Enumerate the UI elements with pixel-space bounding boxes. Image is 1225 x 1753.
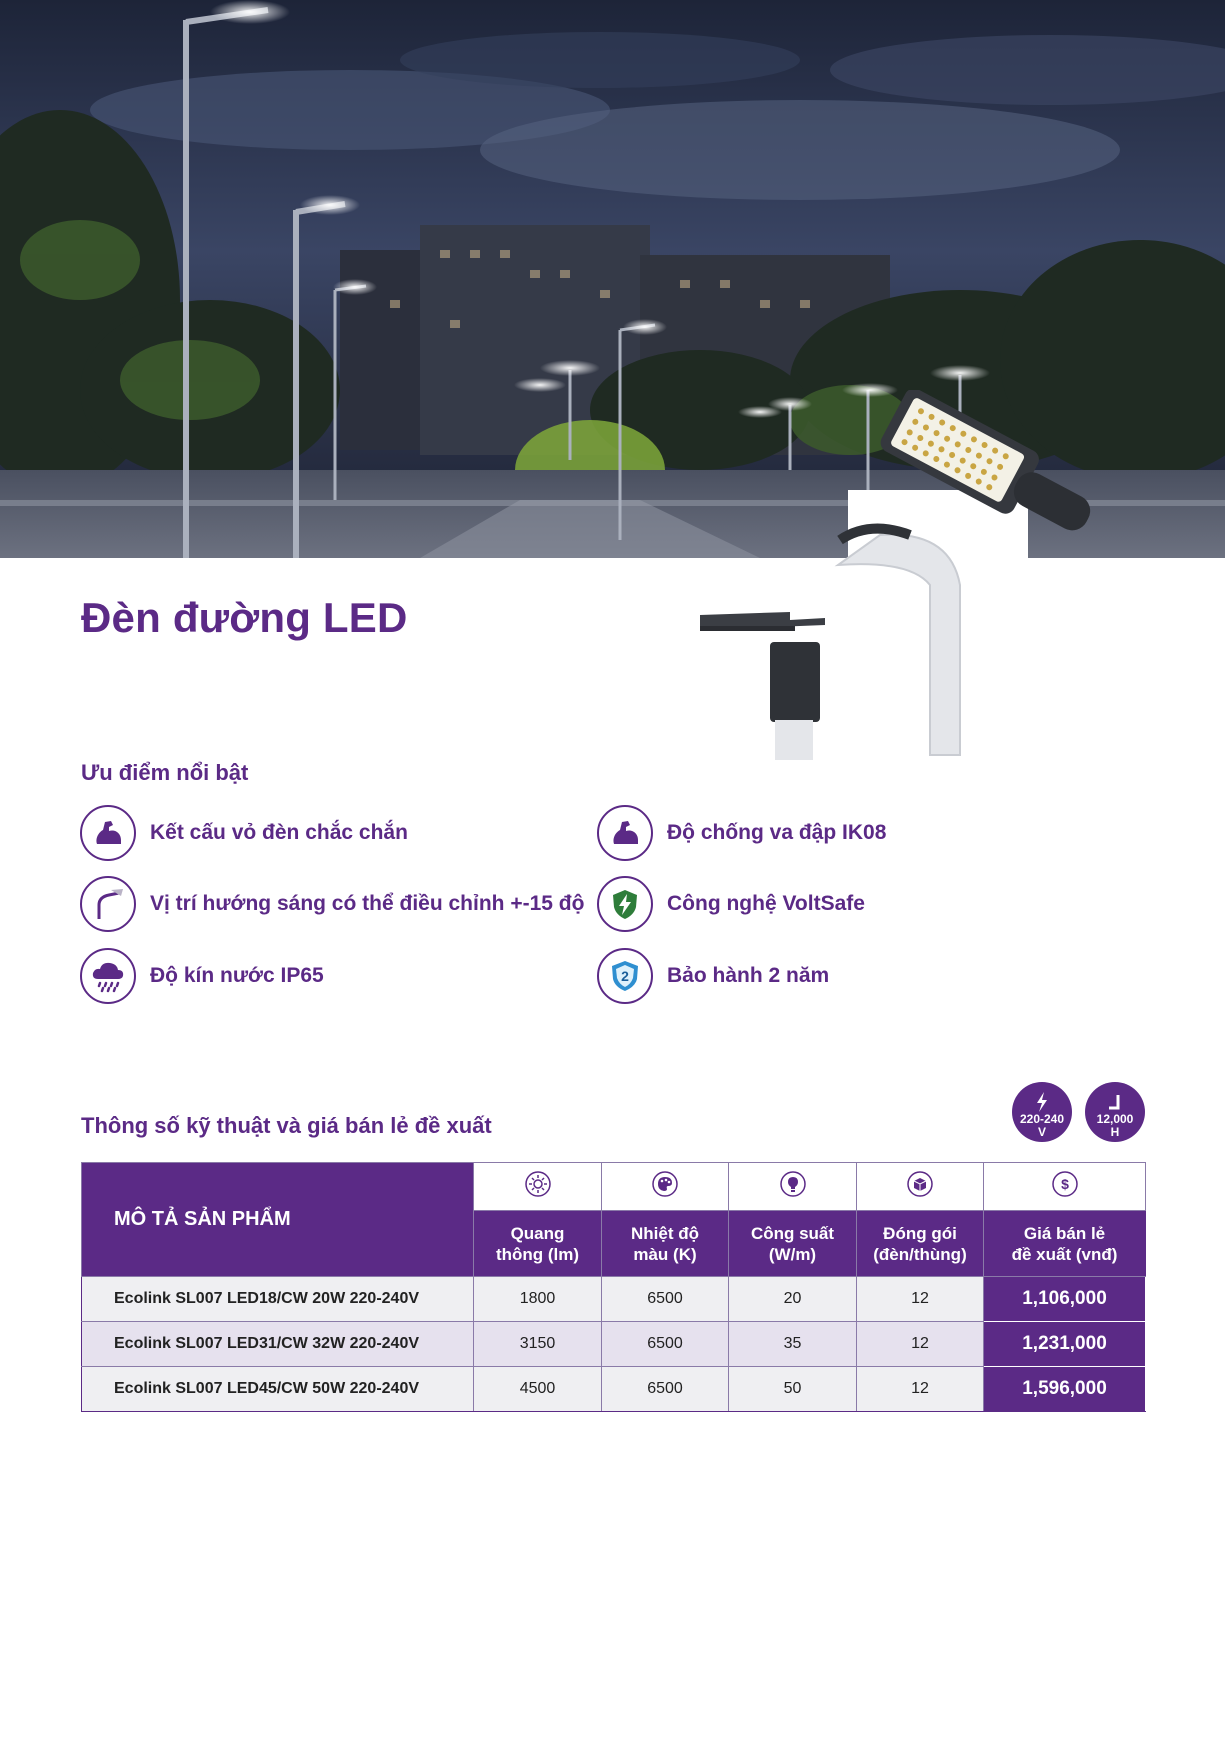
feature-label: Bảo hành 2 năm: [667, 964, 830, 987]
clock-hand-icon: [1106, 1094, 1124, 1112]
product-name: Ecolink SL007 LED31/CW 32W 220-240V: [82, 1322, 474, 1367]
lifetime-unit: H: [1110, 1125, 1120, 1139]
feature-item-structure: [80, 805, 408, 861]
feature-item-adjustable: [80, 876, 584, 932]
dollar-icon: [1052, 1171, 1078, 1197]
voltsafe-shield-icon: [597, 876, 653, 932]
feature-label: Độ kín nước IP65: [150, 964, 324, 987]
lumen-value: 1800: [474, 1277, 602, 1322]
product-street-light-image: [700, 390, 1130, 760]
sun-icon: [525, 1171, 551, 1197]
price-value: 1,106,000: [984, 1277, 1146, 1322]
power-value: 20: [729, 1277, 857, 1322]
feature-item-voltsafe: [597, 876, 865, 932]
price-value: 1,596,000: [984, 1367, 1146, 1412]
col-header-price: Giá bán lẻ đề xuất (vnđ): [984, 1211, 1146, 1277]
feature-label: Vị trí hướng sáng có thể điều chỉnh +-15 độ: [150, 892, 585, 915]
cct-value: 6500: [602, 1322, 729, 1367]
product-description-header: MÔ TẢ SẢN PHẨM: [82, 1163, 474, 1277]
spec-price-table: [81, 1162, 1146, 1412]
col-icon-power: [729, 1163, 857, 1211]
feature-label: Công nghệ VoltSafe: [667, 892, 865, 915]
adjustable-pole-icon: [80, 876, 136, 932]
voltage-unit: V: [1037, 1125, 1046, 1139]
rain-cloud-icon: [80, 948, 136, 1004]
features-heading: Ưu điểm nổi bật: [81, 760, 249, 785]
cct-value: 6500: [602, 1277, 729, 1322]
lumen-value: 3150: [474, 1322, 602, 1367]
product-name: Ecolink SL007 LED45/CW 50W 220-240V: [82, 1367, 474, 1412]
col-icon-lumen: [474, 1163, 602, 1211]
col-header-lumen: Quang thông (lm): [474, 1211, 602, 1277]
pack-value: 12: [857, 1322, 984, 1367]
svg-text:$: $: [1060, 1176, 1069, 1192]
voltage-badge: [1012, 1082, 1072, 1142]
page-title: Đèn đường LED: [81, 594, 408, 641]
lightning-icon: [1035, 1092, 1049, 1112]
svg-text:2: 2: [621, 968, 629, 984]
lifetime-value: 12,000: [1096, 1112, 1134, 1126]
col-header-power: Công suất (W/m): [729, 1211, 857, 1277]
col-icon-pack: [857, 1163, 984, 1211]
product-name: Ecolink SL007 LED18/CW 20W 220-240V: [82, 1277, 474, 1322]
cct-value: 6500: [602, 1367, 729, 1412]
feature-label: Độ chống va đập IK08: [667, 821, 887, 844]
table-row: [82, 1322, 1146, 1367]
table-row: [82, 1277, 1146, 1322]
table-row: [82, 1367, 1146, 1412]
palette-icon: [652, 1171, 678, 1197]
col-icon-cct: [602, 1163, 729, 1211]
box-icon: [907, 1171, 933, 1197]
pack-value: 12: [857, 1277, 984, 1322]
col-header-cct: Nhiệt độ màu (K): [602, 1211, 729, 1277]
voltage-value: 220-240: [1019, 1112, 1065, 1126]
pack-value: 12: [857, 1367, 984, 1412]
lumen-value: 4500: [474, 1367, 602, 1412]
power-value: 35: [729, 1322, 857, 1367]
warranty-2-year-icon: [597, 948, 653, 1004]
lifetime-badge: [1085, 1082, 1145, 1142]
feature-item-ip65: [80, 948, 324, 1004]
bulb-icon: [780, 1171, 806, 1197]
feature-item-ik08: [597, 805, 886, 861]
strong-arm-icon: [80, 805, 136, 861]
specs-heading: Thông số kỹ thuật và giá bán lẻ đề xuất: [81, 1113, 492, 1138]
strong-arm-icon: [597, 805, 653, 861]
power-value: 50: [729, 1367, 857, 1412]
feature-label: Kết cấu vỏ đèn chắc chắn: [150, 821, 408, 844]
col-icon-price: [984, 1163, 1146, 1211]
feature-item-warranty: [597, 948, 829, 1004]
col-header-pack: Đóng gói (đèn/thùng): [857, 1211, 984, 1277]
price-value: 1,231,000: [984, 1322, 1146, 1367]
